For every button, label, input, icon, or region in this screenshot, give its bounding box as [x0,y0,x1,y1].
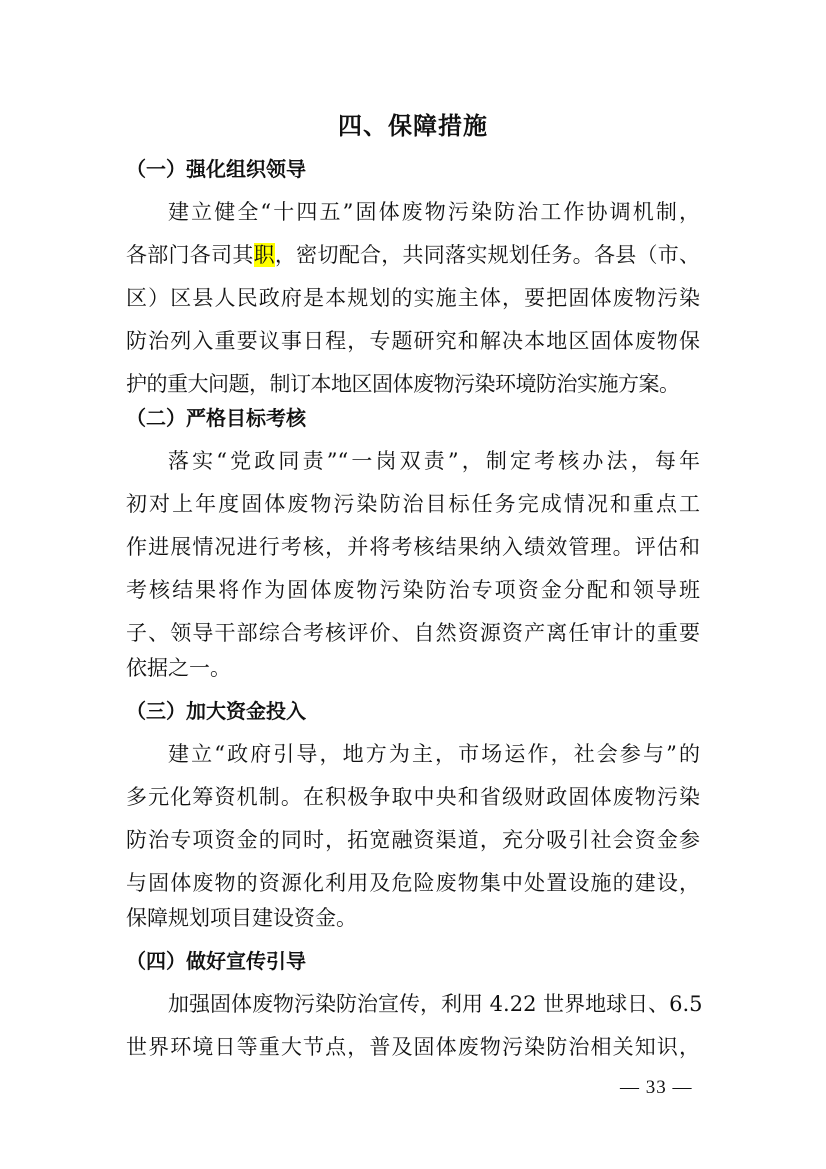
paragraph-line: 作进展情况进行考核，并将考核结果纳入绩效管理。评估和 [126,535,700,559]
paragraph-line: 落实“党政同责”“一岗双责”，制定考核办法，每年 [168,449,700,473]
paragraph-line: 子、领导干部综合考核评价、自然资源资产离任审计的重要 [126,621,700,645]
text-before-highlight: 各部门各司其 [126,243,254,267]
paragraph-line: 防治专项资金的同时，拓宽融资渠道，充分吸引社会资金参 [126,828,700,852]
paragraph-line: 依据之一。 [126,656,231,680]
section-heading-2: （二）严格目标考核 [126,406,306,430]
paragraph-line: 防治列入重要议事日程，专题研究和解决本地区固体废物保 [126,329,700,353]
page-title: 四、保障措施 [338,112,488,140]
section-heading-4: （四）做好宣传引导 [126,949,306,973]
highlighted-text: 职 [253,243,275,267]
paragraph-line: 区）区县人民政府是本规划的实施主体，要把固体废物污染 [126,286,700,310]
paragraph-line: 初对上年度固体废物污染防治目标任务完成情况和重点工 [126,492,700,516]
page-number: — 33 — [620,1077,693,1098]
section-heading-1: （一）强化组织领导 [126,157,306,181]
section-heading-3: （三）加大资金投入 [126,699,306,723]
paragraph-line: 建立“政府引导，地方为主，市场运作，社会参与”的 [168,742,700,766]
paragraph-line: 保障规划项目建设资金。 [126,906,357,930]
paragraph-line: 建立健全“十四五”固体废物污染防治工作协调机制， [168,200,700,224]
paragraph-line: 护的重大问题，制订本地区固体废物污染环境防治实施方案。 [126,372,680,396]
paragraph-line: 世界环境日等重大节点，普及固体废物污染防治相关知识， [126,1035,700,1059]
paragraph-line-highlighted [126,240,700,270]
paragraph-line: 多元化筹资机制。在积极争取中央和省级财政固体废物污染 [126,785,700,809]
paragraph-line: 考核结果将作为固体废物污染防治专项资金分配和领导班 [126,578,700,602]
paragraph-line: 与固体废物的资源化利用及危险废物集中处置设施的建设， [126,871,700,895]
paragraph-line: 加强固体废物污染防治宣传，利用 4.22 世界地球日、6.5 [168,992,703,1016]
text-after-highlight: ，密切配合，共同落实规划任务。各县（市、 [274,243,701,267]
